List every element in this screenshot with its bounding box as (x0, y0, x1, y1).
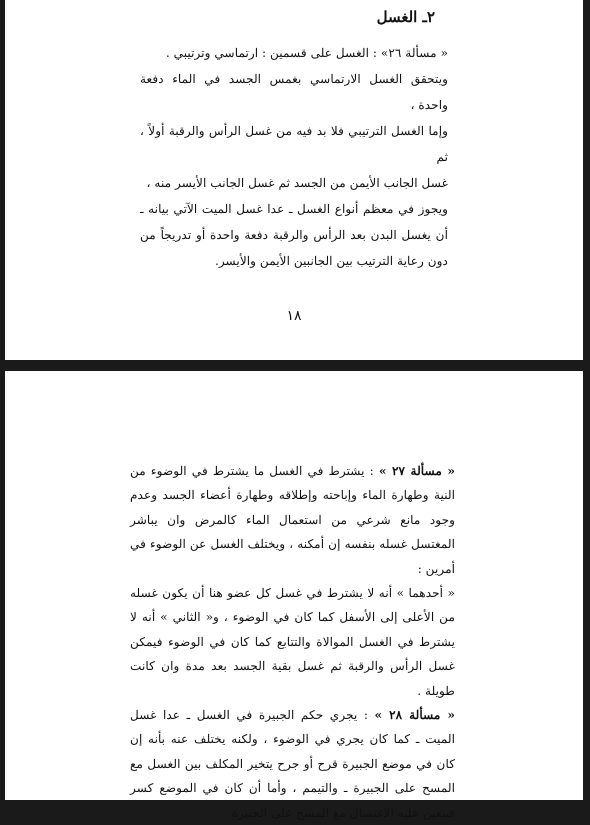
paragraph-right-left: غسل الجانب الأيمن من الجسد ثم غسل الجانب الأيسر منه ، (146, 176, 448, 190)
page-bottom-body (130, 459, 455, 825)
section-heading: ٢ـ الغسل (376, 8, 435, 26)
issue-27-label: « مسألة ٢٧ » (378, 464, 456, 478)
page-number: ١٨ (286, 308, 302, 324)
paragraph-issue-27 (130, 459, 455, 581)
paragraph-permission: ويجوز في معظم أنواع الغسل ـ عدا غسل الميت الآتي بيانه ـ أن يغسل البدن بعد الرأس والرقبة دفعة واحدة أو تدريجاً من دون رعاية الترتيب بين الجانبين الأيمن والأيسر. (140, 202, 448, 268)
paragraph-immersion: ويتحقق الغسل الارتماسي بغمس الجسد في الماء دفعة واحدة ، (140, 72, 448, 112)
paragraph-issue-28 (130, 703, 455, 825)
issue-28-text: : يجري حكم الجبيرة في الغسل ـ عدا غسل الميت ـ كما كان يجري في الوضوء ، ولكنه يختلف عنه بأنه إن كان في موضع الجبيرة قرح أو جرح يتخير المكلف بين الغسل مع المسح على الجبيرة ـ والتيمم ، وأما أن كان في الموضع كسر فيتعين عليه الاغتسال مع المسح على الجبيرة . (130, 708, 455, 820)
document-page-bottom (5, 371, 583, 820)
issue-28-label: « مسألة ٢٨ » (374, 708, 455, 723)
paragraph-two-matters: « أحدهما » أنه لا يشترط في غسل كل عضو هنا أن يكون غسله من الأعلى إلى الأسفل كما كان في الوضوء ، و« الثاني » أنه لا يشترط في الغسل الموالاة والتتابع كما كان في الوضوء فيمكن غسل الرأس والرقبة ثم غسل بقية الجسد بعد مدة وان كانت طويلة . (130, 586, 455, 698)
paragraph-sequential: وإما الغسل الترتيبي فلا بد فيه من غسل الرأس والرقبة أولاً ، ثم (140, 124, 448, 164)
page-top-body (140, 40, 448, 274)
issue-27-text: : يشترط في الغسل ما يشترط في الوضوء من النية وطهارة الماء وإباحته وإطلاقه وطهارة أعضاء الجسد وعدم وجود مانع شرعي من استعمال الماء كالمرض وان يباشر المغتسل غسله بنفسه إن أمكنه ، ويختلف الغسل عن الوضوء في أمرين : (130, 464, 455, 576)
document-page-top (5, 0, 583, 360)
paragraph-issue-26: « مسألة ٢٦» : الغسل على قسمين : ارتماسي وترتيبي . (165, 46, 448, 60)
